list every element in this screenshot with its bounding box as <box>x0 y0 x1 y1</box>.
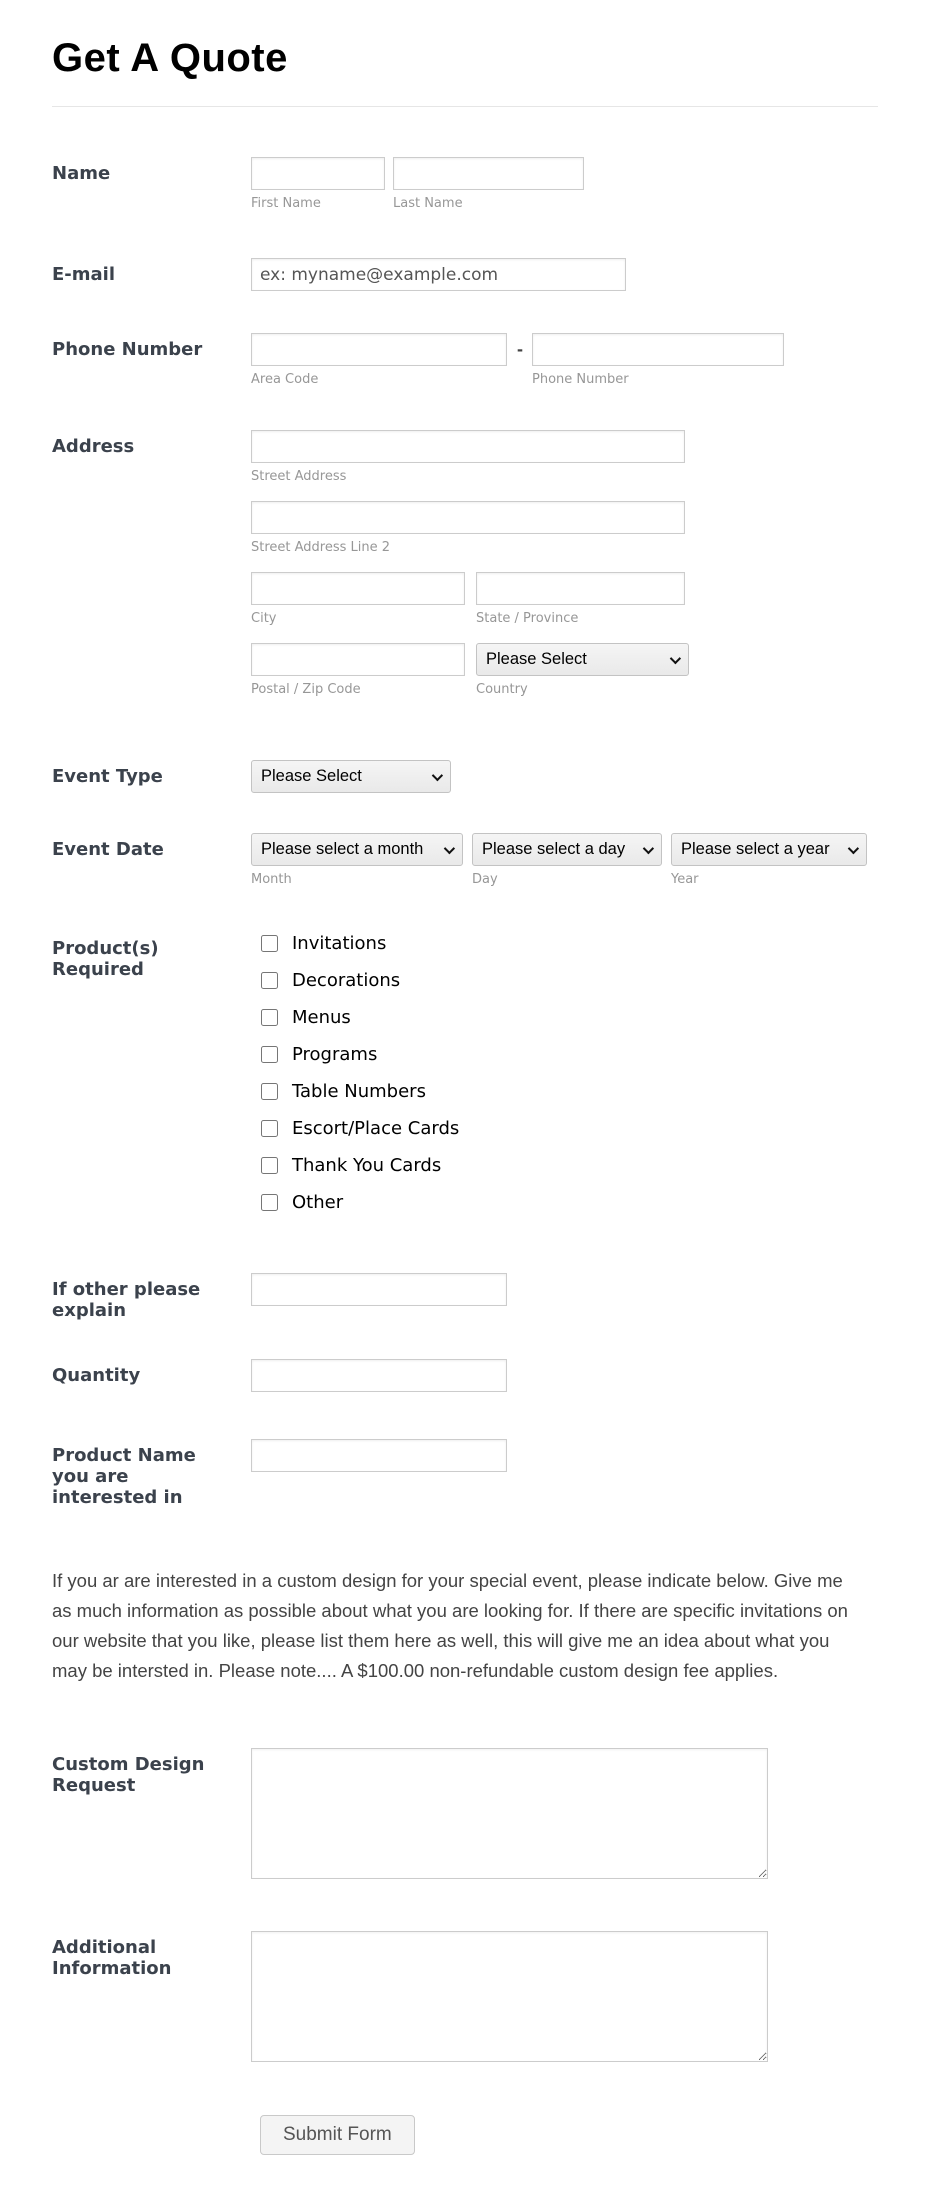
month-sublabel: Month <box>251 872 292 887</box>
phone-separator: - <box>517 339 523 359</box>
decorations-checkbox[interactable] <box>261 972 278 989</box>
programs-checkbox[interactable] <box>261 1046 278 1063</box>
last-name-input[interactable] <box>393 157 584 190</box>
checkbox-label: Programs <box>292 1044 378 1065</box>
chevron-down-icon <box>848 842 859 853</box>
other-explain-input[interactable] <box>251 1273 507 1306</box>
event-day-select[interactable] <box>472 833 662 866</box>
event-month-select[interactable] <box>251 833 463 866</box>
menus-checkbox[interactable] <box>261 1009 278 1026</box>
name-row <box>52 157 878 212</box>
products-required-row <box>52 932 878 1228</box>
last-name-sublabel: Last Name <box>393 196 463 211</box>
checkbox-row-thank-you-cards <box>251 1154 878 1177</box>
escort-place-cards-checkbox[interactable] <box>261 1120 278 1137</box>
street-address2-sublabel: Street Address Line 2 <box>251 540 391 555</box>
event-type-select[interactable] <box>251 760 451 793</box>
products-required-label: Product(s) Required <box>52 938 159 980</box>
country-select-value: Please Select <box>486 650 587 668</box>
product-name-input[interactable] <box>251 1439 507 1472</box>
product-name-label: Product Name you are interested in <box>52 1445 196 1508</box>
day-sublabel: Day <box>472 872 498 887</box>
invitations-checkbox[interactable] <box>261 935 278 952</box>
street-address2-input[interactable] <box>251 501 685 534</box>
address-label: Address <box>52 436 135 457</box>
address-row <box>52 430 878 698</box>
quantity-label: Quantity <box>52 1365 141 1386</box>
checkbox-row-table-numbers <box>251 1080 878 1103</box>
submit-form-button[interactable]: Submit Form <box>260 2115 415 2155</box>
email-label: E-mail <box>52 264 116 285</box>
custom-design-textarea[interactable] <box>251 1748 768 1879</box>
custom-design-label: Custom Design Request <box>52 1754 205 1796</box>
email-input[interactable] <box>251 258 626 291</box>
first-name-sublabel: First Name <box>251 196 321 211</box>
additional-info-textarea[interactable] <box>251 1931 768 2062</box>
event-date-label: Event Date <box>52 839 164 860</box>
phone-number-sublabel: Phone Number <box>532 372 629 387</box>
event-month-select-value: Please select a month <box>261 840 424 858</box>
table-numbers-checkbox[interactable] <box>261 1083 278 1100</box>
city-input[interactable] <box>251 572 465 605</box>
checkbox-label: Decorations <box>292 970 401 991</box>
checkbox-label: Thank You Cards <box>292 1155 442 1176</box>
chevron-down-icon <box>643 842 654 853</box>
chevron-down-icon <box>670 652 681 663</box>
event-date-row <box>52 833 878 888</box>
event-day-select-value: Please select a day <box>482 840 626 858</box>
additional-info-row <box>52 1931 878 2067</box>
year-sublabel: Year <box>671 872 699 887</box>
other-explain-row <box>52 1273 878 1321</box>
event-type-select-value: Please Select <box>261 767 362 785</box>
checkbox-row-programs <box>251 1043 878 1066</box>
email-row <box>52 258 878 291</box>
checkbox-row-invitations <box>251 932 878 955</box>
submit-row <box>52 2115 878 2155</box>
additional-info-label: Additional Information <box>52 1937 172 1979</box>
event-year-select[interactable] <box>671 833 867 866</box>
chevron-down-icon <box>432 769 443 780</box>
product-name-row <box>52 1439 878 1508</box>
checkbox-label: Escort/Place Cards <box>292 1118 460 1139</box>
phone-label: Phone Number <box>52 339 203 360</box>
checkbox-row-menus <box>251 1006 878 1029</box>
other-explain-label: If other please explain <box>52 1279 201 1321</box>
event-year-select-value: Please select a year <box>681 840 830 858</box>
checkbox-row-escort-place-cards <box>251 1117 878 1140</box>
checkbox-label: Table Numbers <box>292 1081 426 1102</box>
state-sublabel: State / Province <box>476 611 579 626</box>
state-input[interactable] <box>476 572 685 605</box>
name-label: Name <box>52 163 111 184</box>
first-name-input[interactable] <box>251 157 385 190</box>
postal-code-input[interactable] <box>251 643 465 676</box>
phone-row <box>52 333 878 388</box>
checkbox-label: Other <box>292 1192 344 1213</box>
street-address-sublabel: Street Address <box>251 469 347 484</box>
country-select[interactable] <box>476 643 689 676</box>
custom-design-row <box>52 1748 878 1884</box>
quantity-row <box>52 1359 878 1392</box>
city-sublabel: City <box>251 611 277 626</box>
postal-code-sublabel: Postal / Zip Code <box>251 682 361 697</box>
custom-design-notice-text: If you ar are interested in a custom design for your special event, please indicate below. Give me as much information as possible about what you are looking for. If there are specific invitations on our website that you like, please list them here as well, this will give me an idea about what you may be intersted in. Please note.... A $100.00 non-refundable custom design fee applies. <box>52 1570 848 1681</box>
chevron-down-icon <box>444 842 455 853</box>
event-type-label: Event Type <box>52 766 163 787</box>
phone-number-input[interactable] <box>532 333 784 366</box>
quantity-input[interactable] <box>251 1359 507 1392</box>
checkbox-row-decorations <box>251 969 878 992</box>
header-divider <box>52 106 878 107</box>
other-checkbox[interactable] <box>261 1194 278 1211</box>
checkbox-label: Menus <box>292 1007 351 1028</box>
page-title: Get A Quote <box>52 36 288 80</box>
country-sublabel: Country <box>476 682 528 697</box>
checkbox-row-other <box>251 1191 878 1214</box>
thank-you-cards-checkbox[interactable] <box>261 1157 278 1174</box>
event-type-row <box>52 760 878 793</box>
street-address-input[interactable] <box>251 430 685 463</box>
area-code-sublabel: Area Code <box>251 372 319 387</box>
area-code-input[interactable] <box>251 333 507 366</box>
checkbox-label: Invitations <box>292 933 387 954</box>
